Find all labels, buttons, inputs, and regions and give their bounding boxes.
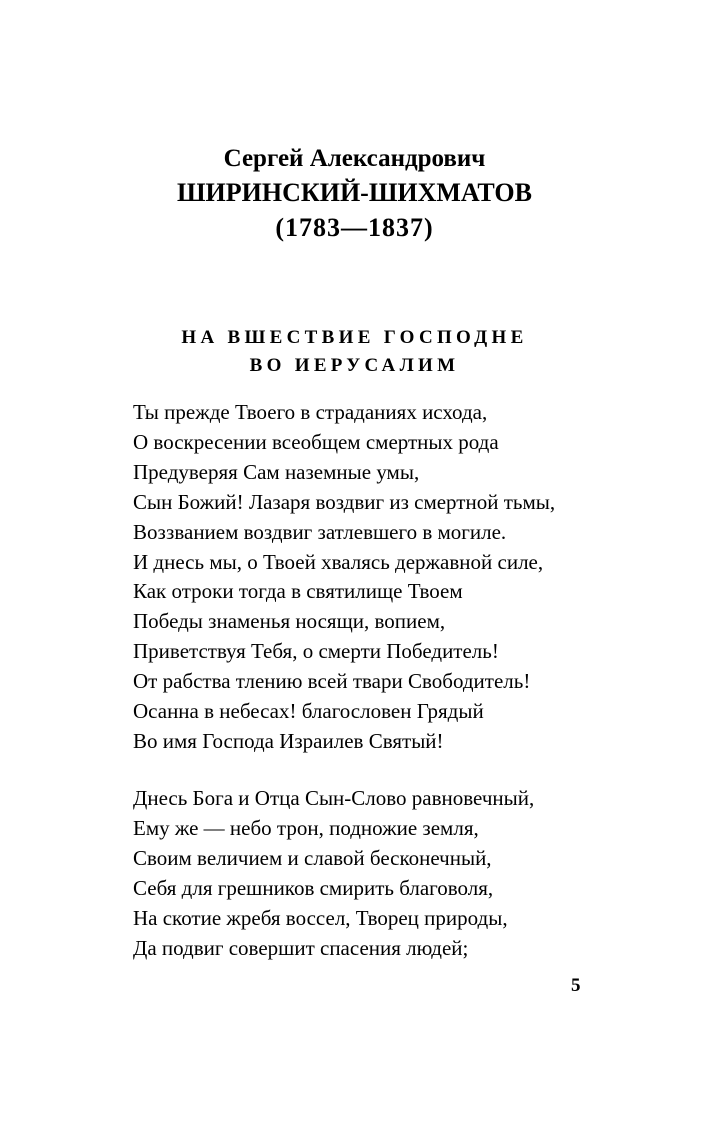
verse-line: Предуверяя Сам наземные умы,	[133, 459, 420, 484]
stanza-2	[133, 784, 534, 963]
author-surname: ШИРИНСКИЙ-ШИХМАТОВ	[177, 178, 532, 207]
author-header	[0, 142, 709, 246]
verse-line: Днесь Бога и Отца Сын-Слово равновечный,	[133, 786, 535, 810]
author-name: Сергей Александрович	[223, 145, 486, 172]
verse-line: Во имя Господа Израилев Святый!	[133, 728, 444, 753]
verse-line: Победы знаменья носящи, вопием,	[133, 609, 446, 634]
stanza-1	[133, 398, 555, 757]
verse-line: Осанна в небесах! благословен Грядый	[133, 699, 484, 724]
poem-title	[0, 324, 709, 380]
verse-line: Ему же — небо трон, подножие земля,	[133, 815, 479, 840]
verse-line: Воззванием воздвиг затлевшего в могиле.	[133, 519, 507, 544]
verse-line: И днесь мы, о Твоей хвалясь державной силе,	[133, 549, 544, 574]
poem-title-line: ВО ИЕРУСАЛИМ	[249, 355, 460, 376]
page-number: 5	[571, 975, 581, 996]
author-years: (1783—1837)	[275, 213, 434, 242]
verse-line: Себя для грешников смирить благоволя,	[133, 875, 494, 900]
verse-line: Своим величием и славой бесконечный,	[133, 845, 492, 870]
verse-line: Как отроки тогда в святилище Твоем	[133, 579, 463, 604]
verse-line: От рабства тлению всей твари Свободитель!	[133, 669, 531, 694]
verse-line: На скотие жребя воссел, Творец природы,	[133, 905, 508, 930]
poem-title-line: НА ВШЕСТВИЕ ГОСПОДНЕ	[181, 327, 528, 348]
verse-line: О воскресении всеобщем смертных рода	[133, 429, 499, 454]
verse-line: Да подвиг совершит спасения людей;	[133, 935, 469, 960]
verse-line: Приветствуя Тебя, о смерти Победитель!	[133, 639, 499, 664]
verse-line: Сын Божий! Лазаря воздвиг из смертной тьмы,	[133, 489, 556, 514]
verse-line: Ты прежде Твоего в страданиях исхода,	[133, 400, 488, 424]
